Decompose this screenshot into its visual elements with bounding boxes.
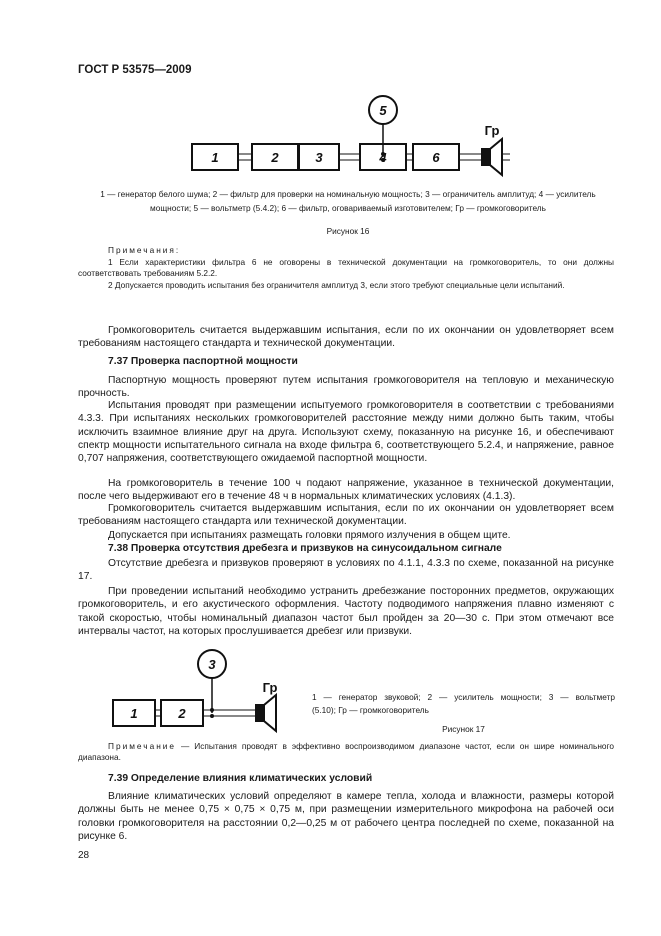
figure-16-diagram: [180, 90, 510, 185]
figure-17-legend-1: 1 — генератор звуковой; 2 — усилитель мощности; 3 — вольтметр: [312, 692, 615, 702]
notes-title: Примечания:: [108, 245, 181, 255]
note-2: 2 Допускается проводить испытания без ограничителя амплитуд 3, если этого требуют специальные цели испытаний.: [108, 280, 565, 290]
figure-16-legend-2: мощности; 5 — вольтметр (5.4.2); 6 — фильтр, оговариваемый изготовителем; Гр — громкоговоритель: [150, 203, 546, 213]
block-label: 2: [271, 150, 279, 165]
speaker-label: Гр: [484, 123, 500, 138]
section-7-37-p3: На громкоговоритель в течение 100 ч подают напряжение, указанное в технической документации, после чего выдерживают его в течение 48 ч в нормальных климатических условиях (4.1.3).: [78, 478, 614, 503]
section-7-37-p5: Допускается при испытаниях размещать головки прямого излучения в общем щите.: [108, 530, 511, 541]
section-7-39-p1: Влияние климатических условий определяют в камере тепла, холода и влажности, размеры которой должны быть не менее 0,75 × 0,75 × 0,75 м, при размещении измерительного микрофона на рабочей оси головки громкоговорителя на расстоянии 0,2—0,25 м от рабочего центра последней по схеме, показанной на рисунке 6.: [78, 791, 614, 842]
note-17-title: Примечание: [108, 741, 177, 751]
page-number: 28: [78, 850, 90, 861]
voltmeter-label: 3: [208, 657, 216, 672]
note-17-text: — Испытания проводят в эффективно воспроизводимом диапазоне частот, если он шире номинального диапазона.: [78, 741, 614, 762]
section-7-37-p1: Паспортную мощность проверяют путем испытания громкоговорителя на тепловую и механическую прочность.: [78, 375, 614, 400]
speaker-cone: [490, 139, 502, 175]
speaker-body: [256, 705, 264, 721]
figure-17-legend-2: (5.10); Гр — громкоговоритель: [312, 705, 429, 715]
figure-17-caption: Рисунок 17: [442, 724, 485, 734]
speaker-label: Гр: [262, 680, 278, 695]
block-label: 2: [178, 706, 186, 721]
block-label: 1: [211, 150, 219, 165]
figure-16-caption: Рисунок 16: [326, 226, 370, 236]
section-7-37-heading: 7.37 Проверка паспортной мощности: [108, 356, 298, 367]
figure-16-legend-1: 1 — генератор белого шума; 2 — фильтр для проверки на номинальную мощность; 3 — ограничитель амплитуд; 4 — усилитель: [100, 189, 596, 199]
block-label: 1: [130, 706, 138, 721]
section-7-37-p2: Испытания проводят при размещении испытуемого громкоговорителя в соответствии с требованиями 4.3.3. При испытаниях нескольких громкоговорителей расстояние между ними должно быть таким, чтобы исключить взаимное влияние друг на друга. Используют схему, показанную на рисунке 16, и обеспечивают спектр мощности испытательного сигнала на входе фильтра 6, соответствующего 5.2.4, и напряжение, равное 0,707 напряжения, соответствующего ожидаемой паспортной мощности.: [78, 400, 614, 465]
paragraph-passed: Громкоговоритель считается выдержавшим испытания, если по их окончании он удовлетворяет всем требованиям настоящего стандарта и технической документации.: [78, 325, 614, 350]
section-7-38-p1: Отсутствие дребезга и призвуков проверяют в условиях по 4.1.1, 4.3.3 по схеме, показанной на рисунке 17.: [78, 558, 614, 583]
note-17: [78, 741, 614, 763]
note-1: 1 Если характеристики фильтра 6 не оговорены в технической документации на громкоговоритель, то они должны соответствовать требованиям 5.2.2.: [78, 257, 614, 278]
block-label: 4: [379, 150, 387, 165]
block-label: 6: [432, 150, 440, 165]
block-label: 3: [315, 150, 323, 165]
figure-17-diagram: [108, 640, 308, 735]
section-7-39-heading: 7.39 Определение влияния климатических условий: [108, 773, 373, 784]
section-7-37-p4: Громкоговоритель считается выдержавшим испытания, если по их окончании он удовлетворяет всем требованиям настоящего стандарта или технической документации.: [78, 503, 614, 528]
section-7-38-heading: 7.38 Проверка отсутствия дребезга и призвуков на синусоидальном сигнале: [108, 543, 502, 554]
speaker-body: [482, 149, 490, 165]
section-7-38-p2: При проведении испытаний необходимо устранить дребезжание посторонних предметов, окружающих громкоговоритель, и его акустического оформления. Частоту подводимого напряжения плавно изменяют с такой скоростью, чтобы номинальный диапазон частот был пройден за 20—30 с. При этом отмечают все интервалы частот, на которых прослушивается дребезг или призвуки.: [78, 586, 614, 637]
document-code: ГОСТ Р 53575—2009: [78, 64, 192, 76]
speaker-cone: [264, 695, 276, 731]
voltmeter-label: 5: [379, 103, 387, 118]
